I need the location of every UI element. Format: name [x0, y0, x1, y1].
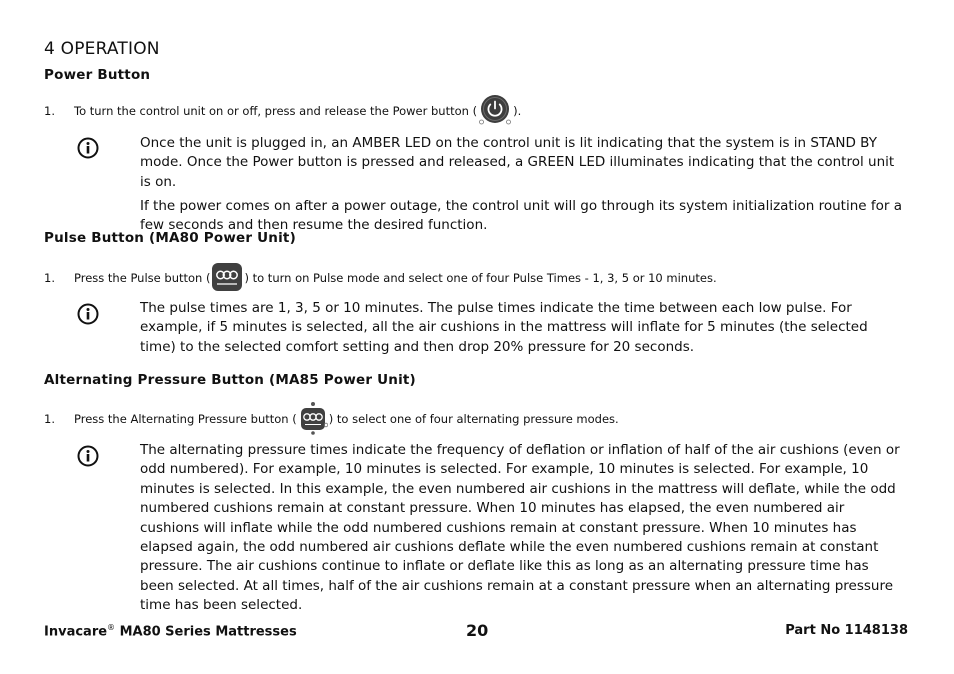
pulse-heading: Pulse Button (MA80 Power Unit): [44, 230, 296, 246]
page-number: 20: [466, 621, 489, 640]
note-paragraph: If the power comes on after a power outage, the control unit will go through its system initialization routine for a few seconds and then resume the desired function.: [140, 197, 902, 234]
step-number: 1.: [44, 104, 55, 118]
step-number: 1.: [44, 412, 55, 426]
step-text-before: Press the Pulse button (: [74, 271, 211, 285]
power-heading: Power Button: [44, 67, 151, 83]
step-text-after: ) to select one of four alternating pressure modes.: [328, 412, 619, 426]
step-number: 1.: [44, 271, 55, 285]
section-title: 4 OPERATION: [44, 39, 160, 59]
note-paragraph: The pulse times are 1, 3, 5 or 10 minutes. The pulse times indicate the time between each low pulse. For example, if 5 minutes is selected, all the air cushions in the mattress will inflate for 5 minutes (the selected time) to the selected comfort setting and then drop 20% pressure for 20 seconds.: [140, 300, 868, 355]
registered-mark: ®: [107, 623, 116, 632]
alternating-note: [140, 441, 902, 620]
alternating-heading: Alternating Pressure Button (MA85 Power Unit): [44, 372, 416, 388]
step-text-before: To turn the control unit on or off, press and release the Power button (: [74, 104, 478, 118]
footer-product-name: MA80 Series Mattresses: [115, 624, 297, 640]
pulse-icon: [211, 262, 243, 295]
power-step: [44, 95, 521, 127]
pulse-step: [44, 262, 717, 294]
info-icon: [77, 137, 99, 159]
power-note: [140, 134, 902, 240]
info-icon: [77, 445, 99, 467]
footer-brand: Invacare: [44, 624, 108, 640]
alternating-pressure-icon: [298, 401, 328, 438]
step-text-before: Press the Alternating Pressure button (: [74, 412, 297, 426]
alternating-step: [44, 402, 619, 436]
note-paragraph: The alternating pressure times indicate the frequency of deflation or inflation of half of the air cushions (even or odd numbered). For example, 10 minutes is selected. For example, 10 minutes is selected. For example, 10 minutes is selected. In this example, the even numbered air cushions in the mattress will deflate, while the odd numbered cushions remain at constant pressure. When 10 minutes has elapsed, the even numbered air cushions will inflate while the odd numbered cushions remain at constant pressure. When 10 minutes has elapsed again, the odd numbered air cushions deflate while the even numbered cushions remain at constant pressure. The air cushions continue to inflate or deflate like this as long as an alternating pressure time has been selected. At all times, half of the air cushions remain at a constant pressure when an alternating pressure time has been selected.: [140, 442, 900, 614]
power-icon: [478, 94, 512, 129]
note-paragraph: Once the unit is plugged in, an AMBER LED on the control unit is lit indicating that the system is in STAND BY mode. Once the Power button is pressed and released, a GREEN LED illuminates indicating that the control unit is on.: [140, 135, 895, 190]
step-text-after: ) to turn on Pulse mode and select one of four Pulse Times - 1, 3, 5 or 10 minutes.: [244, 271, 717, 285]
footer-part-number: Part No 1148138: [785, 623, 908, 638]
info-icon: [77, 303, 99, 325]
pulse-note: [140, 299, 902, 362]
footer-product: [44, 623, 297, 639]
step-text-after: ).: [513, 104, 522, 118]
